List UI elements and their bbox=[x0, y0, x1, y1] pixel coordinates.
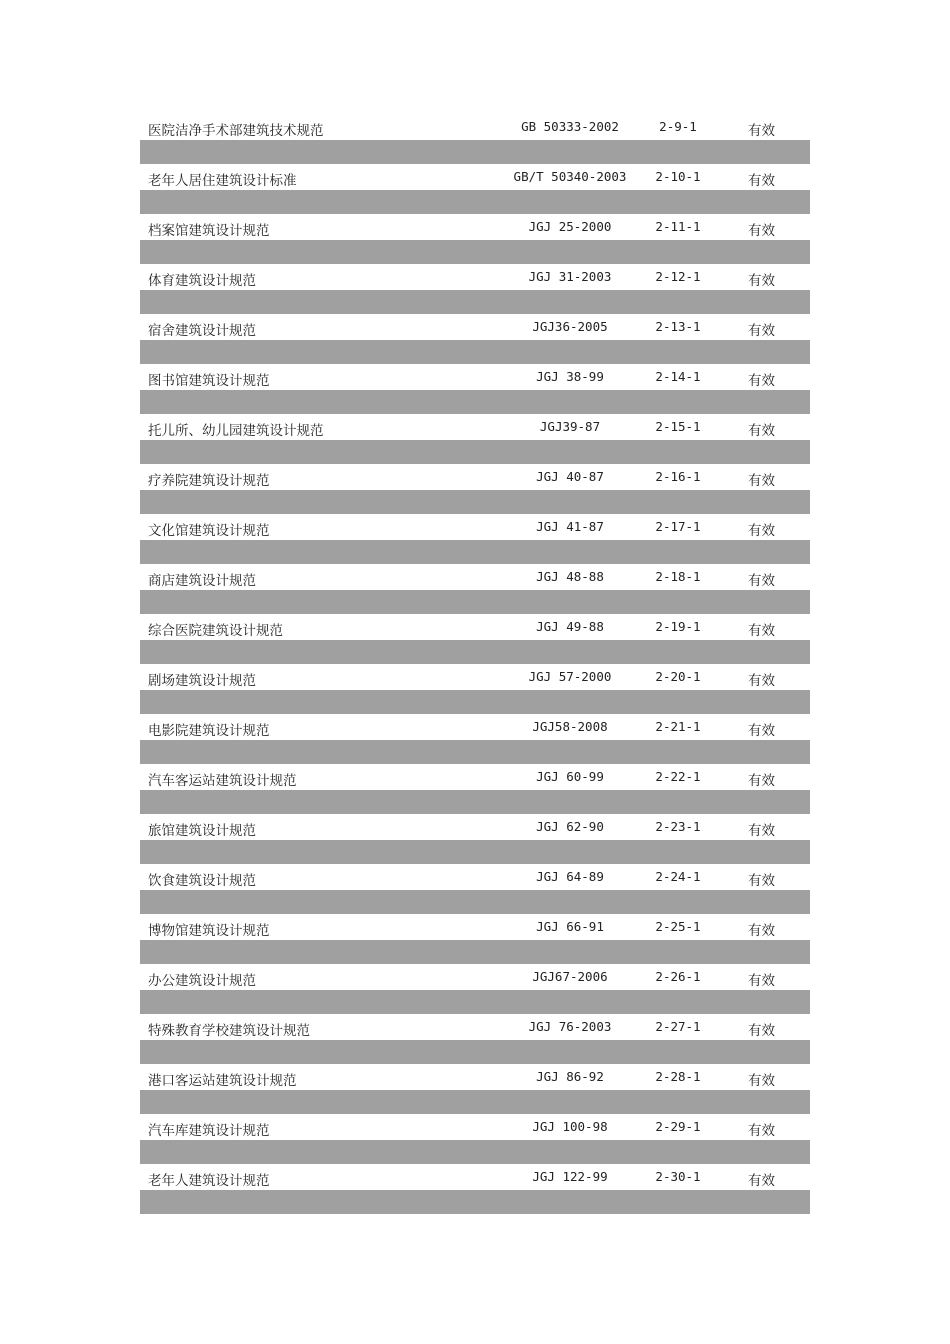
status-text: 有效 bbox=[748, 173, 775, 189]
row-separator bbox=[140, 290, 810, 314]
standard-name: 汽车客运站建筑设计规范 bbox=[148, 773, 297, 789]
table-row bbox=[140, 564, 810, 590]
page-reference: 2-19-1 bbox=[655, 619, 701, 634]
status-text: 有效 bbox=[748, 423, 775, 439]
table-row bbox=[140, 414, 810, 440]
page-reference: 2-29-1 bbox=[655, 1119, 701, 1134]
row-separator bbox=[140, 490, 810, 514]
standards-table bbox=[140, 114, 810, 1214]
row-separator bbox=[140, 840, 810, 864]
table-row bbox=[140, 864, 810, 890]
table-row bbox=[140, 364, 810, 390]
status-text: 有效 bbox=[748, 473, 775, 489]
standard-code: JGJ 66-91 bbox=[536, 919, 604, 934]
table-row bbox=[140, 964, 810, 990]
page-reference: 2-18-1 bbox=[655, 569, 701, 584]
standard-name: 老年人建筑设计规范 bbox=[148, 1173, 270, 1189]
standard-name: 剧场建筑设计规范 bbox=[148, 673, 256, 689]
status-text: 有效 bbox=[748, 673, 775, 689]
status-text: 有效 bbox=[748, 1123, 775, 1139]
table-row bbox=[140, 914, 810, 940]
row-separator bbox=[140, 440, 810, 464]
page-reference: 2-21-1 bbox=[655, 719, 701, 734]
standard-name: 文化馆建筑设计规范 bbox=[148, 523, 270, 539]
row-separator bbox=[140, 740, 810, 764]
page-reference: 2-10-1 bbox=[655, 169, 701, 184]
status-text: 有效 bbox=[748, 923, 775, 939]
status-text: 有效 bbox=[748, 773, 775, 789]
row-separator bbox=[140, 540, 810, 564]
row-separator bbox=[140, 190, 810, 214]
row-separator bbox=[140, 590, 810, 614]
status-text: 有效 bbox=[748, 623, 775, 639]
standard-name: 宿舍建筑设计规范 bbox=[148, 323, 256, 339]
status-text: 有效 bbox=[748, 323, 775, 339]
standard-code: JGJ 57-2000 bbox=[528, 669, 612, 684]
page-reference: 2-16-1 bbox=[655, 469, 701, 484]
status-text: 有效 bbox=[748, 1023, 775, 1039]
standard-code: JGJ36-2005 bbox=[532, 319, 608, 334]
row-separator bbox=[140, 1040, 810, 1064]
status-text: 有效 bbox=[748, 973, 775, 989]
standard-code: GB/T 50340-2003 bbox=[513, 169, 627, 184]
table-row bbox=[140, 264, 810, 290]
table-row bbox=[140, 1064, 810, 1090]
page-reference: 2-27-1 bbox=[655, 1019, 701, 1034]
standard-code: JGJ67-2006 bbox=[532, 969, 608, 984]
table-row bbox=[140, 1014, 810, 1040]
row-separator bbox=[140, 690, 810, 714]
standard-name: 特殊教育学校建筑设计规范 bbox=[148, 1023, 310, 1039]
page-reference: 2-23-1 bbox=[655, 819, 701, 834]
page-reference: 2-14-1 bbox=[655, 369, 701, 384]
status-text: 有效 bbox=[748, 1073, 775, 1089]
standard-code: JGJ 100-98 bbox=[532, 1119, 608, 1134]
row-separator bbox=[140, 790, 810, 814]
standard-code: JGJ 60-99 bbox=[536, 769, 604, 784]
standard-name: 档案馆建筑设计规范 bbox=[148, 223, 270, 239]
standard-code: JGJ 76-2003 bbox=[528, 1019, 612, 1034]
standard-code: JGJ 86-92 bbox=[536, 1069, 604, 1084]
page-reference: 2-17-1 bbox=[655, 519, 701, 534]
row-separator bbox=[140, 990, 810, 1014]
status-text: 有效 bbox=[748, 1173, 775, 1189]
table-row bbox=[140, 714, 810, 740]
standard-name: 体育建筑设计规范 bbox=[148, 273, 256, 289]
status-text: 有效 bbox=[748, 873, 775, 889]
table-row bbox=[140, 314, 810, 340]
table-row bbox=[140, 114, 810, 140]
page-reference: 2-30-1 bbox=[655, 1169, 701, 1184]
page-reference: 2-25-1 bbox=[655, 919, 701, 934]
standard-code: JGJ58-2008 bbox=[532, 719, 608, 734]
standard-code: JGJ 31-2003 bbox=[528, 269, 612, 284]
standard-code: JGJ 49-88 bbox=[536, 619, 604, 634]
standard-name: 综合医院建筑设计规范 bbox=[148, 623, 283, 639]
row-separator bbox=[140, 140, 810, 164]
status-text: 有效 bbox=[748, 123, 775, 139]
page-reference: 2-11-1 bbox=[655, 219, 701, 234]
page-reference: 2-28-1 bbox=[655, 1069, 701, 1084]
page-reference: 2-12-1 bbox=[655, 269, 701, 284]
standard-name: 汽车库建筑设计规范 bbox=[148, 1123, 270, 1139]
page-reference: 2-22-1 bbox=[655, 769, 701, 784]
standard-name: 旅馆建筑设计规范 bbox=[148, 823, 256, 839]
standard-name: 电影院建筑设计规范 bbox=[148, 723, 270, 739]
page-reference: 2-15-1 bbox=[655, 419, 701, 434]
table-row bbox=[140, 514, 810, 540]
page-reference: 2-9-1 bbox=[659, 119, 697, 134]
standard-name: 医院洁净手术部建筑技术规范 bbox=[148, 123, 324, 139]
standard-code: JGJ 25-2000 bbox=[528, 219, 612, 234]
status-text: 有效 bbox=[748, 223, 775, 239]
standard-code: JGJ 64-89 bbox=[536, 869, 604, 884]
standard-name: 托儿所、幼儿园建筑设计规范 bbox=[148, 423, 324, 439]
standard-name: 图书馆建筑设计规范 bbox=[148, 373, 270, 389]
status-text: 有效 bbox=[748, 723, 775, 739]
standard-code: JGJ 48-88 bbox=[536, 569, 604, 584]
standard-name: 老年人居住建筑设计标准 bbox=[148, 173, 297, 189]
table-row bbox=[140, 764, 810, 790]
standard-code: JGJ 41-87 bbox=[536, 519, 604, 534]
standard-name: 办公建筑设计规范 bbox=[148, 973, 256, 989]
row-separator bbox=[140, 940, 810, 964]
status-text: 有效 bbox=[748, 823, 775, 839]
table-row bbox=[140, 214, 810, 240]
status-text: 有效 bbox=[748, 373, 775, 389]
page-reference: 2-20-1 bbox=[655, 669, 701, 684]
table-row bbox=[140, 814, 810, 840]
standard-code: GB 50333-2002 bbox=[521, 119, 619, 134]
standard-name: 疗养院建筑设计规范 bbox=[148, 473, 270, 489]
standard-name: 商店建筑设计规范 bbox=[148, 573, 256, 589]
standard-code: JGJ 38-99 bbox=[536, 369, 604, 384]
table-row bbox=[140, 614, 810, 640]
page-reference: 2-24-1 bbox=[655, 869, 701, 884]
row-separator bbox=[140, 390, 810, 414]
row-separator bbox=[140, 640, 810, 664]
row-separator bbox=[140, 340, 810, 364]
table-row bbox=[140, 664, 810, 690]
status-text: 有效 bbox=[748, 573, 775, 589]
table-row bbox=[140, 164, 810, 190]
standard-code: JGJ 122-99 bbox=[532, 1169, 608, 1184]
page-reference: 2-13-1 bbox=[655, 319, 701, 334]
status-text: 有效 bbox=[748, 523, 775, 539]
standard-name: 港口客运站建筑设计规范 bbox=[148, 1073, 297, 1089]
standard-name: 饮食建筑设计规范 bbox=[148, 873, 256, 889]
page-reference: 2-26-1 bbox=[655, 969, 701, 984]
row-separator bbox=[140, 1190, 810, 1214]
standard-code: JGJ 62-90 bbox=[536, 819, 604, 834]
status-text: 有效 bbox=[748, 273, 775, 289]
row-separator bbox=[140, 1090, 810, 1114]
table-row bbox=[140, 1164, 810, 1190]
standard-code: JGJ39-87 bbox=[539, 419, 601, 434]
row-separator bbox=[140, 240, 810, 264]
row-separator bbox=[140, 890, 810, 914]
table-row bbox=[140, 464, 810, 490]
standard-name: 博物馆建筑设计规范 bbox=[148, 923, 270, 939]
table-row bbox=[140, 1114, 810, 1140]
standard-code: JGJ 40-87 bbox=[536, 469, 604, 484]
row-separator bbox=[140, 1140, 810, 1164]
